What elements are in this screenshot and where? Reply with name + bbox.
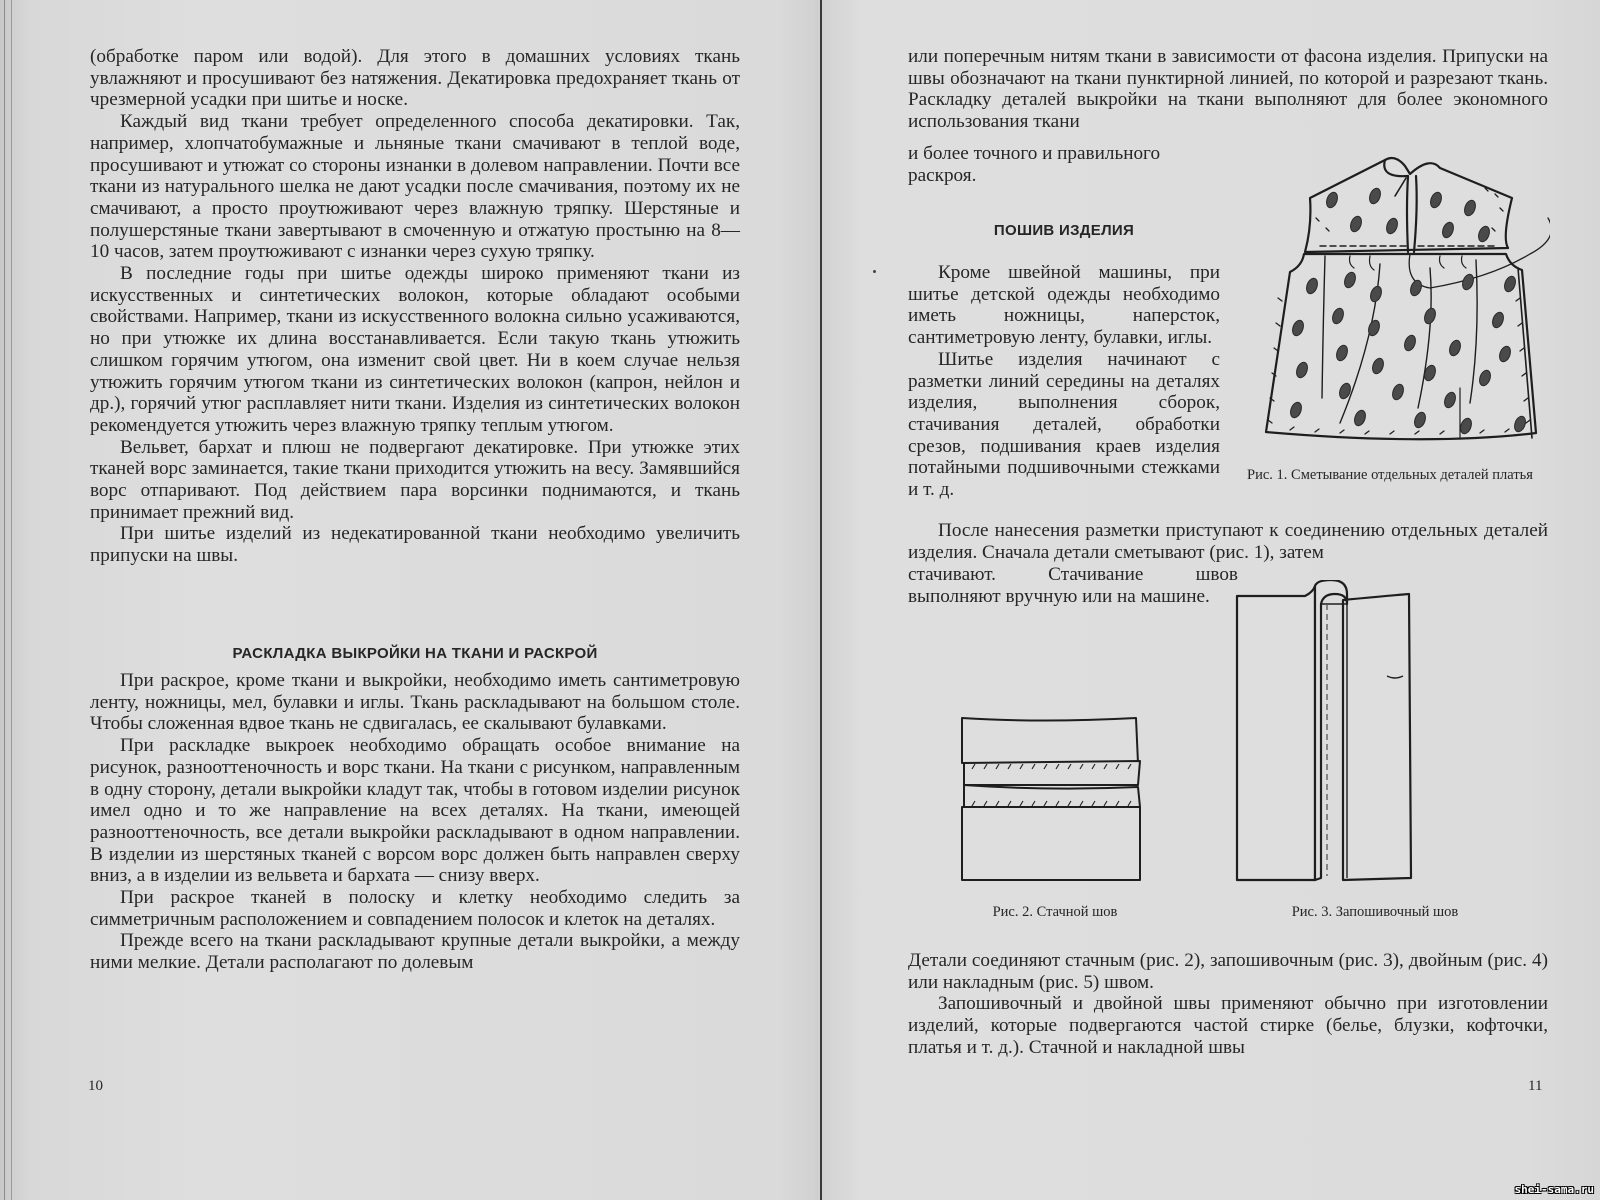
figure-3-caption: Рис. 3. Запошивочный шов xyxy=(1291,904,1459,920)
paragraph: Прежде всего на ткани раскладывают крупные детали выкройки, а между ними мелкие. Детали располагают по долевым xyxy=(90,930,740,974)
paragraph: Вельвет, бархат и плюш не подвергают декатировке. При утюжке этих тканей ворс заминается, такие ткани приходится утюжить на весу. Замявшийся ворс отпаривают. Под действием пара ворсинки поднимаются, и ткань принимает прежний вид. xyxy=(90,436,740,523)
left-text-top xyxy=(90,46,740,567)
paragraph: Запошивочный и двойной швы применяют обычно при изготовлении изделий, которые подвергаются частой стирке (белье, блузки, кофточки, платья и т. д.). Стачной и накладной швы xyxy=(908,993,1548,1058)
page-number-left: 10 xyxy=(88,1078,103,1094)
right-text-wide xyxy=(908,520,1548,563)
paragraph: В последние годы при шитье одежды широко применяют ткани из искусственных и синтетических волокон, которые обладают особыми свойствами. Например, ткани из искусственного волокна сильно усаживаются, но при утюжке их длина восстанавливается. Если такую ткань утюжить слишком горячим утюгом, она изменит свой цвет. Ни в коем случае нельзя утюжить горячим утюгом ткани из синтетических волокон (капрон, нейлон и др.), горячий утюг расплавляет нити ткани. Изделия из синтетических волокон рекомендуется утюжить через влажную тряпку теплым утюгом. xyxy=(90,263,740,436)
paragraph: (обработке паром или водой). Для этого в домашних условиях ткань увлажняют и просушивают без натяжения. Декатировка предохраняет ткань от чрезмерной усадки при шитье и носке. xyxy=(90,46,740,111)
paragraph: После нанесения разметки приступают к соединению отдельных деталей изделия. Сначала детали сметывают (рис. 1), затем xyxy=(908,520,1548,563)
left-text-bottom xyxy=(90,670,740,974)
paragraph: Шитье изделия начинают с разметки линий середины на деталях изделия, выполнения сборок, стачивания деталей, обработки срезов, подшивания краев изделия потайными подшивочными стежками и т. д. xyxy=(908,348,1220,501)
right-text-wide-tail xyxy=(908,564,1238,607)
figure-1-caption: Рис. 1. Сметывание отдельных деталей платья xyxy=(1247,467,1533,483)
book-gutter xyxy=(820,0,822,1200)
section-heading: РАСКЛАДКА ВЫКРОЙКИ НА ТКАНИ И РАСКРОЙ xyxy=(232,645,598,662)
paragraph: При раскладке выкроек необходимо обращать особое внимание на рисунок, разнооттеночность и ворс ткани. На ткани с рисунком, направленным в одну сторону, детали выкройки кладут так, чтобы в готовом изделии рисунок имел одно и то же направление на всех деталях. На ткани, имеющей разнооттеночность, все детали выкройки раскладывают в одном направлении. В изделии из шерстяных тканей с ворсом ворс должен быть направлен сверху вниз, а в изделии из вельвета и бархата — снизу вверх. xyxy=(90,735,740,887)
page-edges xyxy=(4,0,12,1200)
paragraph: При раскрое, кроме ткани и выкройки, необходимо иметь сантиметровую ленту, ножницы, мел, булавки и иглы. Ткань раскладывают на большом столе. Чтобы сложенная вдвое ткань не сдвигалась, ее скалывают булавками. xyxy=(90,670,740,735)
paragraph: Детали соединяют стачным (рис. 2), запошивочным (рис. 3), двойным (рис. 4) или накладным (рис. 5) швом. xyxy=(908,950,1548,993)
paragraph: При раскрое тканей в полоску и клетку необходимо следить за симметричным расположением и совпадением полосок и клеток на деталях. xyxy=(90,887,740,930)
section-heading: ПОШИВ ИЗДЕЛИЯ xyxy=(993,222,1135,239)
site-watermark: shei-sama.ru xyxy=(1514,1183,1594,1196)
figure-3-flat-felled-seam-illustration xyxy=(1235,580,1495,885)
figure-2-plain-seam-illustration xyxy=(960,715,1150,885)
paragraph: стачивают. Стачивание швов выполняют вручную или на машине. xyxy=(908,564,1238,607)
paragraph: или поперечным нитям ткани в зависимости от фасона изделия. Припуски на швы обозначают на ткани пунктирной линией, по которой и разрезают ткань. Раскладку деталей выкройки на ткани выполняют для более экономного использования ткани xyxy=(908,46,1548,133)
right-text-bottom xyxy=(908,950,1548,1059)
paragraph: Кроме швейной машины, при шитье детской одежды необходимо иметь ножницы, наперсток, сантиметровую ленту, булавки, иглы. xyxy=(908,262,1220,349)
page-number-right: 11 xyxy=(1528,1078,1543,1094)
figure-2-caption: Рис. 2. Стачной шов xyxy=(992,904,1118,920)
paragraph: При шитье изделий из недекатированной ткани необходимо увеличить припуски на швы. xyxy=(90,523,740,567)
right-text-narrow xyxy=(908,262,1220,501)
right-text-top xyxy=(908,46,1548,133)
right-text-top-tail xyxy=(908,143,1220,186)
paragraph: и более точного и правильного раскроя. xyxy=(908,143,1161,186)
print-speck xyxy=(873,270,876,273)
figure-1-dress-illustration xyxy=(1230,148,1550,448)
paragraph: Каждый вид ткани требует определенного способа декатировки. Так, например, хлопчатобумажные и льняные ткани смачивают в теплой воде, просушивают и утюжат со стороны изнанки в долевом направлении. Почти все ткани из натурального шелка не дают усадки после смачивания, поэтому их не смачивают, а просто проутюживают через влажную тряпку. Шерстяные и полушерстяные ткани завертывают в смоченную и отжатую простыню на 8—10 часов, затем проутюживают с изнанки через сухую тряпку. xyxy=(90,111,740,263)
